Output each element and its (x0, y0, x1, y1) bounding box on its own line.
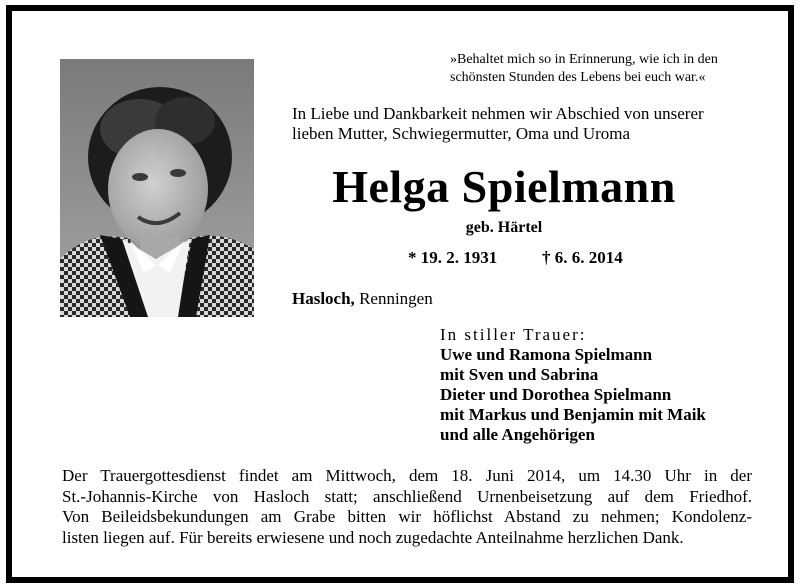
mourner-line: Uwe und Ramona Spielmann (440, 345, 653, 364)
death-date: † 6. 6. 2014 (542, 248, 623, 267)
memorial-quote (450, 51, 780, 87)
farewell-intro (292, 104, 772, 144)
mourner-line: mit Markus und Benjamin mit Maik (440, 405, 706, 424)
quote-line: schönsten Stunden des Lebens bei euch war.« (450, 70, 706, 85)
mourning-heading: In stiller Trauer: (440, 325, 587, 344)
obituary-notice (6, 5, 794, 583)
funeral-service-text (62, 466, 752, 548)
portrait-image (60, 59, 254, 317)
intro-line: In Liebe und Dankbarkeit nehmen wir Abschied von unserer (292, 104, 704, 123)
service-line: Der Trauergottesdienst findet am Mittwoch, dem 18. Juni 2014, um 14.30 Uhr in der (62, 466, 752, 485)
birth-date: * 19. 2. 1931 (408, 248, 498, 267)
quote-line: »Behaltet mich so in Erinnerung, wie ich in den (450, 52, 718, 67)
mourners-list (440, 345, 780, 445)
portrait-photo (60, 59, 254, 317)
mourner-line: mit Sven und Sabrina (440, 365, 599, 384)
residence-other: Renningen (359, 289, 433, 308)
birth-name: geb. Härtel (465, 219, 543, 236)
service-line: listen liegen auf. Für bereits erwiesene und noch zugedachte Anteilnahme herzlichen Dank. (62, 527, 684, 547)
mourner-line: Dieter und Dorothea Spielmann (440, 385, 672, 404)
residence-main: Hasloch, (292, 289, 355, 308)
service-line: Von Beileidsbekundungen am Grabe bitten wir höflichst Abstand zu nehmen; Kondolenz- (62, 507, 752, 526)
mourner-line: und alle Angehörigen (440, 425, 595, 444)
deceased-name: Helga Spielmann (332, 161, 676, 212)
service-line: St.-Johannis-Kirche von Hasloch statt; anschließend Urnenbeisetzung auf dem Friedhof. (62, 486, 752, 506)
mourners-block (440, 325, 780, 445)
intro-line: lieben Mutter, Schwiegermutter, Oma und Uroma (292, 124, 631, 143)
residence (292, 289, 433, 309)
